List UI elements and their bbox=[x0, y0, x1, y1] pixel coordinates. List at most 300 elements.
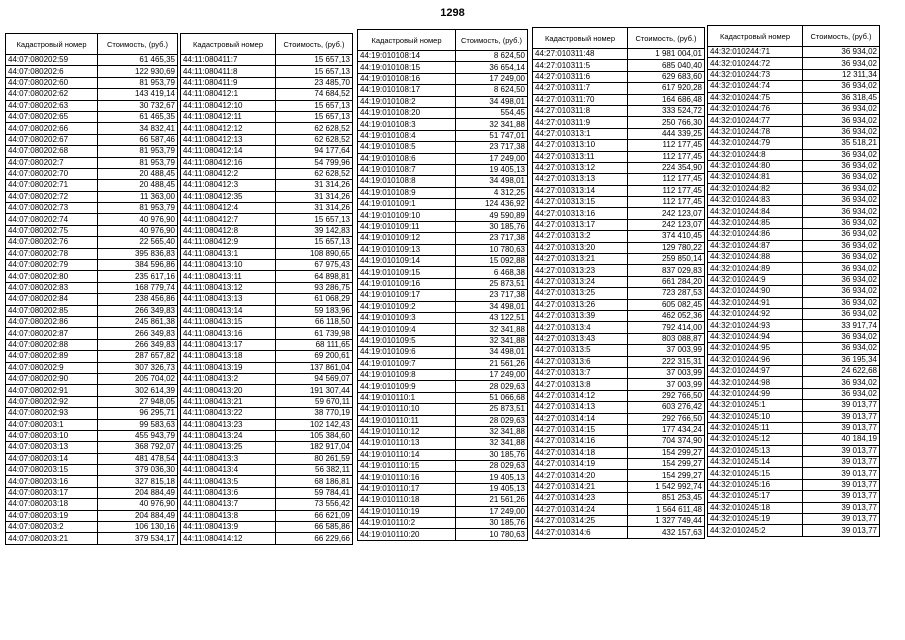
table-row bbox=[533, 185, 705, 196]
table-row bbox=[358, 290, 528, 301]
cadastral-number-cell: 44:19:010109:16 bbox=[358, 278, 456, 289]
table-row bbox=[6, 294, 178, 305]
cost-cell: 603 276,42 bbox=[628, 402, 705, 413]
cadastral-number-cell: 44:11:080413:3 bbox=[181, 453, 276, 464]
cadastral-number-cell: 44:32:010245:2 bbox=[708, 525, 803, 536]
cadastral-number-cell: 44:11:080413:2 bbox=[181, 373, 276, 384]
column-header-cost: Стоимость, (руб.) bbox=[98, 34, 178, 55]
cadastral-number-cell: 44:27:010314:13 bbox=[533, 402, 628, 413]
table-row bbox=[6, 316, 178, 327]
table-row bbox=[533, 242, 705, 253]
cost-cell: 59 183,96 bbox=[276, 305, 353, 316]
cadastral-number-cell: 44:11:080412:35 bbox=[181, 191, 276, 202]
cost-cell: 242 123,07 bbox=[628, 219, 705, 230]
cost-cell: 19 405,13 bbox=[456, 164, 528, 175]
cadastral-number-cell: 44:11:080412:16 bbox=[181, 157, 276, 168]
cost-cell: 94 177,64 bbox=[276, 146, 353, 157]
cost-cell: 17 249,00 bbox=[456, 153, 528, 164]
table-row bbox=[708, 69, 880, 80]
table-row bbox=[708, 331, 880, 342]
table-row bbox=[533, 436, 705, 447]
table-row bbox=[358, 392, 528, 403]
table-row bbox=[358, 210, 528, 221]
cadastral-number-cell: 44:27:010313:26 bbox=[533, 299, 628, 310]
cost-cell: 67 975,43 bbox=[276, 260, 353, 271]
cadastral-number-cell: 44:11:080413:22 bbox=[181, 408, 276, 419]
table-row bbox=[181, 373, 353, 384]
cost-cell: 23 485,70 bbox=[276, 77, 353, 88]
cost-cell: 36 934,02 bbox=[803, 172, 880, 183]
cadastral-table-4 bbox=[532, 27, 705, 539]
table-row bbox=[708, 434, 880, 445]
cadastral-number-cell: 44:19:010109:2 bbox=[358, 301, 456, 312]
cadastral-number-cell: 44:27:010313:17 bbox=[533, 219, 628, 230]
cadastral-number-cell: 44:32:010244:78 bbox=[708, 126, 803, 137]
cadastral-number-cell: 44:07:080202:88 bbox=[6, 339, 98, 350]
table-row bbox=[708, 115, 880, 126]
cost-cell: 723 287,53 bbox=[628, 288, 705, 299]
table-row bbox=[708, 195, 880, 206]
cadastral-number-cell: 44:19:010110:1 bbox=[358, 392, 456, 403]
cadastral-number-cell: 44:11:080413:7 bbox=[181, 499, 276, 510]
table-row bbox=[533, 276, 705, 287]
table-row bbox=[358, 119, 528, 130]
table-row bbox=[533, 390, 705, 401]
cost-cell: 259 850,14 bbox=[628, 254, 705, 265]
cadastral-number-cell: 44:19:010109:5 bbox=[358, 335, 456, 346]
table-row bbox=[533, 527, 705, 538]
cost-cell: 11 363,00 bbox=[98, 191, 178, 202]
cost-cell: 36 934,02 bbox=[803, 377, 880, 388]
cadastral-number-cell: 44:27:010313:15 bbox=[533, 197, 628, 208]
cost-cell: 108 890,65 bbox=[276, 248, 353, 259]
table-row bbox=[533, 288, 705, 299]
table-row bbox=[6, 248, 178, 259]
cadastral-number-cell: 44:32:010244:98 bbox=[708, 377, 803, 388]
cost-cell: 39 013,77 bbox=[803, 525, 880, 536]
cost-cell: 32 341,88 bbox=[456, 324, 528, 335]
table-row bbox=[533, 117, 705, 128]
column-header-cost: Стоимость, (руб.) bbox=[803, 26, 880, 47]
cost-cell: 66 229,66 bbox=[276, 533, 353, 544]
cadastral-number-cell: 44:07:080203:21 bbox=[6, 533, 98, 544]
table-row bbox=[181, 237, 353, 248]
cadastral-table-3 bbox=[357, 29, 528, 541]
table-row bbox=[6, 237, 178, 248]
table-row bbox=[6, 123, 178, 134]
table-row bbox=[708, 206, 880, 217]
cost-cell: 368 792,07 bbox=[98, 442, 178, 453]
table-row bbox=[181, 180, 353, 191]
cost-cell: 69 200,61 bbox=[276, 351, 353, 362]
cost-cell: 36 934,02 bbox=[803, 149, 880, 160]
table-row bbox=[358, 130, 528, 141]
table-row bbox=[708, 343, 880, 354]
cost-cell: 34 498,01 bbox=[456, 301, 528, 312]
table-row bbox=[533, 208, 705, 219]
cadastral-number-cell: 44:11:080411:7 bbox=[181, 55, 276, 66]
table-row bbox=[6, 89, 178, 100]
cost-cell: 39 013,77 bbox=[803, 491, 880, 502]
table-row bbox=[181, 168, 353, 179]
table-row bbox=[181, 419, 353, 430]
cost-cell: 112 177,45 bbox=[628, 174, 705, 185]
table-row bbox=[181, 225, 353, 236]
table-row bbox=[533, 94, 705, 105]
cost-cell: 250 766,30 bbox=[628, 117, 705, 128]
cadastral-number-cell: 44:11:080412:2 bbox=[181, 168, 276, 179]
cadastral-number-cell: 44:27:010313:6 bbox=[533, 356, 628, 367]
cadastral-number-cell: 44:27:010313:20 bbox=[533, 242, 628, 253]
cost-cell: 1 981 004,01 bbox=[628, 49, 705, 60]
table-row bbox=[708, 514, 880, 525]
cadastral-number-cell: 44:27:010313:16 bbox=[533, 208, 628, 219]
table-row bbox=[6, 385, 178, 396]
table-row bbox=[181, 487, 353, 498]
cost-cell: 122 930,69 bbox=[98, 66, 178, 77]
cost-cell: 36 195,34 bbox=[803, 354, 880, 365]
cadastral-number-cell: 44:07:080202:63 bbox=[6, 100, 98, 111]
cadastral-number-cell: 44:32:010244:8 bbox=[708, 149, 803, 160]
cadastral-number-cell: 44:07:080203:2 bbox=[6, 522, 98, 533]
cadastral-number-cell: 44:19:010109:11 bbox=[358, 221, 456, 232]
cadastral-number-cell: 44:27:010311:8 bbox=[533, 105, 628, 116]
cadastral-number-cell: 44:19:010109:10 bbox=[358, 210, 456, 221]
table-row bbox=[533, 299, 705, 310]
cadastral-number-cell: 44:07:080203:16 bbox=[6, 476, 98, 487]
table-row bbox=[708, 468, 880, 479]
cost-cell: 327 815,18 bbox=[98, 476, 178, 487]
cost-cell: 68 186,81 bbox=[276, 476, 353, 487]
table-row bbox=[533, 516, 705, 527]
table-row bbox=[358, 404, 528, 415]
table-row bbox=[6, 111, 178, 122]
table-row bbox=[6, 134, 178, 145]
cadastral-number-cell: 44:07:080202:6 bbox=[6, 66, 98, 77]
cost-cell: 102 142,43 bbox=[276, 419, 353, 430]
table-row bbox=[358, 461, 528, 472]
cost-cell: 36 934,02 bbox=[803, 343, 880, 354]
cadastral-number-cell: 44:11:080413:17 bbox=[181, 339, 276, 350]
table-row bbox=[181, 499, 353, 510]
cost-cell: 112 177,45 bbox=[628, 185, 705, 196]
cost-cell: 10 780,63 bbox=[456, 244, 528, 255]
cost-cell: 302 614,39 bbox=[98, 385, 178, 396]
table-row bbox=[6, 328, 178, 339]
column-header-number: Кадастровый номер bbox=[533, 28, 628, 49]
table-row bbox=[181, 465, 353, 476]
table-row bbox=[358, 233, 528, 244]
column-header-cost: Стоимость, (руб.) bbox=[456, 30, 528, 51]
cost-cell: 617 920,28 bbox=[628, 83, 705, 94]
table-row bbox=[358, 176, 528, 187]
table-row bbox=[533, 345, 705, 356]
table-row bbox=[6, 476, 178, 487]
table-row bbox=[533, 174, 705, 185]
cadastral-number-cell: 44:07:080202:91 bbox=[6, 385, 98, 396]
cost-cell: 129 780,22 bbox=[628, 242, 705, 253]
cadastral-number-cell: 44:27:010314:24 bbox=[533, 504, 628, 515]
cadastral-number-cell: 44:27:010313:5 bbox=[533, 345, 628, 356]
cost-cell: 15 657,13 bbox=[276, 237, 353, 248]
cost-cell: 292 766,50 bbox=[628, 390, 705, 401]
cadastral-number-cell: 44:27:010313:13 bbox=[533, 174, 628, 185]
cadastral-number-cell: 44:27:010313:12 bbox=[533, 162, 628, 173]
cadastral-number-cell: 44:19:010108:15 bbox=[358, 62, 456, 73]
cost-cell: 164 686,48 bbox=[628, 94, 705, 105]
table-row bbox=[181, 396, 353, 407]
cadastral-number-cell: 44:19:010110:18 bbox=[358, 495, 456, 506]
cadastral-number-cell: 44:32:010245:19 bbox=[708, 514, 803, 525]
table-body bbox=[358, 51, 528, 541]
cadastral-number-cell: 44:11:080412:14 bbox=[181, 146, 276, 157]
table-row bbox=[708, 491, 880, 502]
cadastral-number-cell: 44:27:010313:24 bbox=[533, 276, 628, 287]
cost-cell: 81 953,79 bbox=[98, 77, 178, 88]
cost-cell: 28 029,63 bbox=[456, 381, 528, 392]
cadastral-number-cell: 44:32:010244:83 bbox=[708, 195, 803, 206]
table-row bbox=[6, 180, 178, 191]
cost-cell: 36 934,02 bbox=[803, 81, 880, 92]
cost-cell: 112 177,45 bbox=[628, 151, 705, 162]
cadastral-number-cell: 44:27:010313:7 bbox=[533, 367, 628, 378]
cost-cell: 374 410,45 bbox=[628, 231, 705, 242]
cadastral-number-cell: 44:32:010244:75 bbox=[708, 92, 803, 103]
table-row bbox=[181, 328, 353, 339]
cadastral-number-cell: 44:19:010110:2 bbox=[358, 518, 456, 529]
table-row bbox=[358, 267, 528, 278]
cost-cell: 39 142,83 bbox=[276, 225, 353, 236]
table-row bbox=[181, 157, 353, 168]
cadastral-number-cell: 44:27:010314:14 bbox=[533, 413, 628, 424]
cadastral-number-cell: 44:27:010311:7 bbox=[533, 83, 628, 94]
table-row bbox=[6, 260, 178, 271]
cadastral-number-cell: 44:27:010313:8 bbox=[533, 379, 628, 390]
cost-cell: 661 284,20 bbox=[628, 276, 705, 287]
column-header-cost: Стоимость, (руб.) bbox=[628, 28, 705, 49]
cost-cell: 685 040,40 bbox=[628, 60, 705, 71]
cadastral-number-cell: 44:27:010313:14 bbox=[533, 185, 628, 196]
cost-cell: 23 717,38 bbox=[456, 290, 528, 301]
table-row bbox=[358, 199, 528, 210]
cadastral-number-cell: 44:07:080202:92 bbox=[6, 396, 98, 407]
table-row bbox=[181, 111, 353, 122]
cadastral-number-cell: 44:11:080413:5 bbox=[181, 476, 276, 487]
cost-cell: 68 111,65 bbox=[276, 339, 353, 350]
cost-cell: 222 315,31 bbox=[628, 356, 705, 367]
cadastral-number-cell: 44:07:080202:74 bbox=[6, 214, 98, 225]
cost-cell: 30 185,76 bbox=[456, 221, 528, 232]
page-number: 1298 bbox=[440, 7, 465, 19]
cost-cell: 444 339,25 bbox=[628, 128, 705, 139]
table-row bbox=[708, 388, 880, 399]
cadastral-number-cell: 44:07:080202:73 bbox=[6, 203, 98, 214]
cost-cell: 39 013,77 bbox=[803, 457, 880, 468]
cadastral-number-cell: 44:11:080413:15 bbox=[181, 316, 276, 327]
cost-cell: 15 657,13 bbox=[276, 55, 353, 66]
table-row bbox=[533, 83, 705, 94]
cost-cell: 80 261,59 bbox=[276, 453, 353, 464]
cost-cell: 27 948,05 bbox=[98, 396, 178, 407]
cadastral-number-cell: 44:19:010110:10 bbox=[358, 404, 456, 415]
cadastral-number-cell: 44:27:010314:15 bbox=[533, 424, 628, 435]
table-row bbox=[708, 400, 880, 411]
cost-cell: 36 934,02 bbox=[803, 252, 880, 263]
table-row bbox=[533, 254, 705, 265]
table-row bbox=[533, 333, 705, 344]
table-row bbox=[181, 430, 353, 441]
cost-cell: 32 341,88 bbox=[456, 426, 528, 437]
cadastral-number-cell: 44:07:080202:78 bbox=[6, 248, 98, 259]
table-row bbox=[181, 77, 353, 88]
cost-cell: 245 861,38 bbox=[98, 316, 178, 327]
table-row bbox=[533, 367, 705, 378]
table-row bbox=[6, 66, 178, 77]
cadastral-number-cell: 44:07:080202:71 bbox=[6, 180, 98, 191]
cost-cell: 154 299,27 bbox=[628, 470, 705, 481]
cadastral-number-cell: 44:07:080202:86 bbox=[6, 316, 98, 327]
table-row bbox=[358, 518, 528, 529]
cost-cell: 462 052,36 bbox=[628, 310, 705, 321]
cadastral-number-cell: 44:27:010314:16 bbox=[533, 436, 628, 447]
cadastral-number-cell: 44:27:010311:9 bbox=[533, 117, 628, 128]
cadastral-number-cell: 44:19:010109:12 bbox=[358, 233, 456, 244]
table-row bbox=[358, 529, 528, 540]
cadastral-number-cell: 44:19:010109:1 bbox=[358, 199, 456, 210]
cost-cell: 12 311,34 bbox=[803, 69, 880, 80]
table-row bbox=[533, 60, 705, 71]
cadastral-number-cell: 44:07:080202:67 bbox=[6, 134, 98, 145]
table-row bbox=[181, 214, 353, 225]
table-row bbox=[6, 510, 178, 521]
cost-cell: 1 327 749,44 bbox=[628, 516, 705, 527]
cadastral-number-cell: 44:19:010109:13 bbox=[358, 244, 456, 255]
cadastral-number-cell: 44:32:010244:88 bbox=[708, 252, 803, 263]
table-row bbox=[708, 81, 880, 92]
cadastral-number-cell: 44:19:010110:20 bbox=[358, 529, 456, 540]
cadastral-number-cell: 44:27:010313:4 bbox=[533, 322, 628, 333]
cost-cell: 792 414,00 bbox=[628, 322, 705, 333]
table-row bbox=[181, 533, 353, 544]
table-row bbox=[533, 265, 705, 276]
cadastral-number-cell: 44:27:010314:20 bbox=[533, 470, 628, 481]
table-row bbox=[181, 100, 353, 111]
table-row bbox=[708, 240, 880, 251]
cost-cell: 182 917,04 bbox=[276, 442, 353, 453]
cost-cell: 154 299,27 bbox=[628, 447, 705, 458]
table-row bbox=[181, 55, 353, 66]
table-row bbox=[708, 377, 880, 388]
table-row bbox=[6, 442, 178, 453]
table-row bbox=[708, 149, 880, 160]
cost-cell: 36 934,02 bbox=[803, 274, 880, 285]
cadastral-number-cell: 44:32:010244:95 bbox=[708, 343, 803, 354]
cadastral-number-cell: 44:07:080203:13 bbox=[6, 442, 98, 453]
cadastral-number-cell: 44:07:080202:80 bbox=[6, 271, 98, 282]
table-row bbox=[533, 231, 705, 242]
table-row bbox=[708, 308, 880, 319]
table-row bbox=[6, 362, 178, 373]
cost-cell: 61 465,35 bbox=[98, 55, 178, 66]
cost-cell: 32 341,88 bbox=[456, 438, 528, 449]
table-row bbox=[533, 447, 705, 458]
cadastral-number-cell: 44:07:080202:9 bbox=[6, 362, 98, 373]
table-row bbox=[181, 476, 353, 487]
cadastral-number-cell: 44:27:010313:10 bbox=[533, 140, 628, 151]
table-body bbox=[181, 55, 353, 545]
cadastral-number-cell: 44:19:010109:9 bbox=[358, 381, 456, 392]
cadastral-number-cell: 44:19:010109:4 bbox=[358, 324, 456, 335]
table-row bbox=[181, 362, 353, 373]
cost-cell: 266 349,83 bbox=[98, 328, 178, 339]
table-row bbox=[6, 100, 178, 111]
cost-cell: 39 013,77 bbox=[803, 479, 880, 490]
table-row bbox=[533, 322, 705, 333]
cost-cell: 37 003,99 bbox=[628, 379, 705, 390]
cadastral-number-cell: 44:11:080413:11 bbox=[181, 271, 276, 282]
cost-cell: 17 249,00 bbox=[456, 506, 528, 517]
table-row bbox=[181, 408, 353, 419]
cadastral-number-cell: 44:07:080202:93 bbox=[6, 408, 98, 419]
cadastral-number-cell: 44:19:010109:17 bbox=[358, 290, 456, 301]
table-row bbox=[358, 244, 528, 255]
cadastral-number-cell: 44:19:010108:14 bbox=[358, 51, 456, 62]
table-row bbox=[708, 274, 880, 285]
cost-cell: 30 732,67 bbox=[98, 100, 178, 111]
cost-cell: 455 943,79 bbox=[98, 430, 178, 441]
cadastral-number-cell: 44:07:080202:72 bbox=[6, 191, 98, 202]
cost-cell: 61 068,29 bbox=[276, 294, 353, 305]
cadastral-number-cell: 44:27:010313:25 bbox=[533, 288, 628, 299]
table-row bbox=[6, 77, 178, 88]
cadastral-number-cell: 44:19:010110:16 bbox=[358, 472, 456, 483]
cadastral-number-cell: 44:19:010110:19 bbox=[358, 506, 456, 517]
table-row bbox=[181, 510, 353, 521]
table-row bbox=[6, 168, 178, 179]
cadastral-number-cell: 44:27:010314:21 bbox=[533, 481, 628, 492]
cost-cell: 66 587,46 bbox=[98, 134, 178, 145]
table-row bbox=[533, 105, 705, 116]
table-row bbox=[6, 396, 178, 407]
table-row bbox=[181, 522, 353, 533]
cadastral-number-cell: 44:11:080413:14 bbox=[181, 305, 276, 316]
cadastral-number-cell: 44:32:010244:94 bbox=[708, 331, 803, 342]
cadastral-number-cell: 44:11:080413:9 bbox=[181, 522, 276, 533]
table-row bbox=[533, 379, 705, 390]
table-row bbox=[708, 92, 880, 103]
cadastral-number-cell: 44:32:010244:92 bbox=[708, 308, 803, 319]
cadastral-number-cell: 44:19:010108:6 bbox=[358, 153, 456, 164]
table-row bbox=[358, 472, 528, 483]
table-row bbox=[6, 408, 178, 419]
cadastral-number-cell: 44:11:080413:18 bbox=[181, 351, 276, 362]
cost-cell: 204 884,49 bbox=[98, 510, 178, 521]
table-row bbox=[6, 533, 178, 544]
cost-cell: 49 590,89 bbox=[456, 210, 528, 221]
cadastral-number-cell: 44:07:080203:17 bbox=[6, 487, 98, 498]
cost-cell: 36 934,02 bbox=[803, 115, 880, 126]
table-body bbox=[6, 55, 178, 545]
cadastral-number-cell: 44:32:010244:9 bbox=[708, 274, 803, 285]
cadastral-number-cell: 44:32:010245:17 bbox=[708, 491, 803, 502]
cadastral-number-cell: 44:32:010244:99 bbox=[708, 388, 803, 399]
cadastral-number-cell: 44:07:080202:83 bbox=[6, 282, 98, 293]
cadastral-number-cell: 44:32:010245:12 bbox=[708, 434, 803, 445]
cost-cell: 704 374,90 bbox=[628, 436, 705, 447]
cadastral-number-cell: 44:07:080203:14 bbox=[6, 453, 98, 464]
cadastral-number-cell: 44:11:080411:9 bbox=[181, 77, 276, 88]
table-row bbox=[708, 422, 880, 433]
